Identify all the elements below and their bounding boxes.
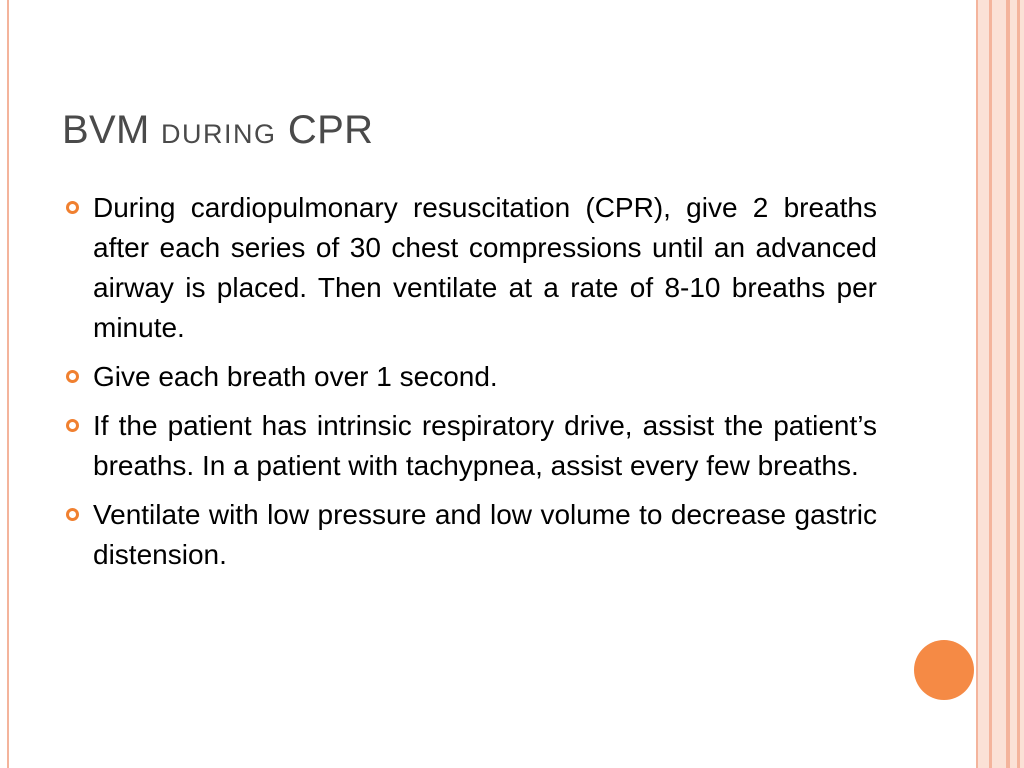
right-border-line [1006, 0, 1010, 768]
bullet-item [62, 357, 877, 397]
circle-bullet-icon [66, 201, 79, 214]
bullet-text: Ventilate with low pressure and low volume to decrease gastric distension. [93, 499, 877, 570]
title-smallcaps: DURING [161, 119, 277, 149]
bullet-item [62, 406, 877, 486]
bullet-text: If the patient has intrinsic respiratory drive, assist the patient’s breaths. In a patient with tachypnea, assist every few breaths. [93, 410, 877, 481]
bullet-list [62, 188, 877, 584]
left-border-line [7, 0, 9, 768]
bullet-text: During cardiopulmonary resuscitation (CPR), give 2 breaths after each series of 30 chest compressions until an advanced airway is placed. Then ventilate at a rate of 8-10 breaths per minute. [93, 192, 877, 343]
circle-bullet-icon [66, 508, 79, 521]
title-end: CPR [276, 108, 374, 152]
right-border-line [1017, 0, 1020, 768]
circle-bullet-icon [66, 370, 79, 383]
slide-title [62, 108, 373, 153]
decorative-circle-icon [914, 640, 974, 700]
bullet-text: Give each breath over 1 second. [93, 361, 498, 392]
bullet-item [62, 495, 877, 575]
circle-bullet-icon [66, 419, 79, 432]
bullet-item [62, 188, 877, 348]
right-border-line [989, 0, 992, 768]
right-border-line [976, 0, 978, 768]
title-main: BVM [62, 108, 161, 152]
